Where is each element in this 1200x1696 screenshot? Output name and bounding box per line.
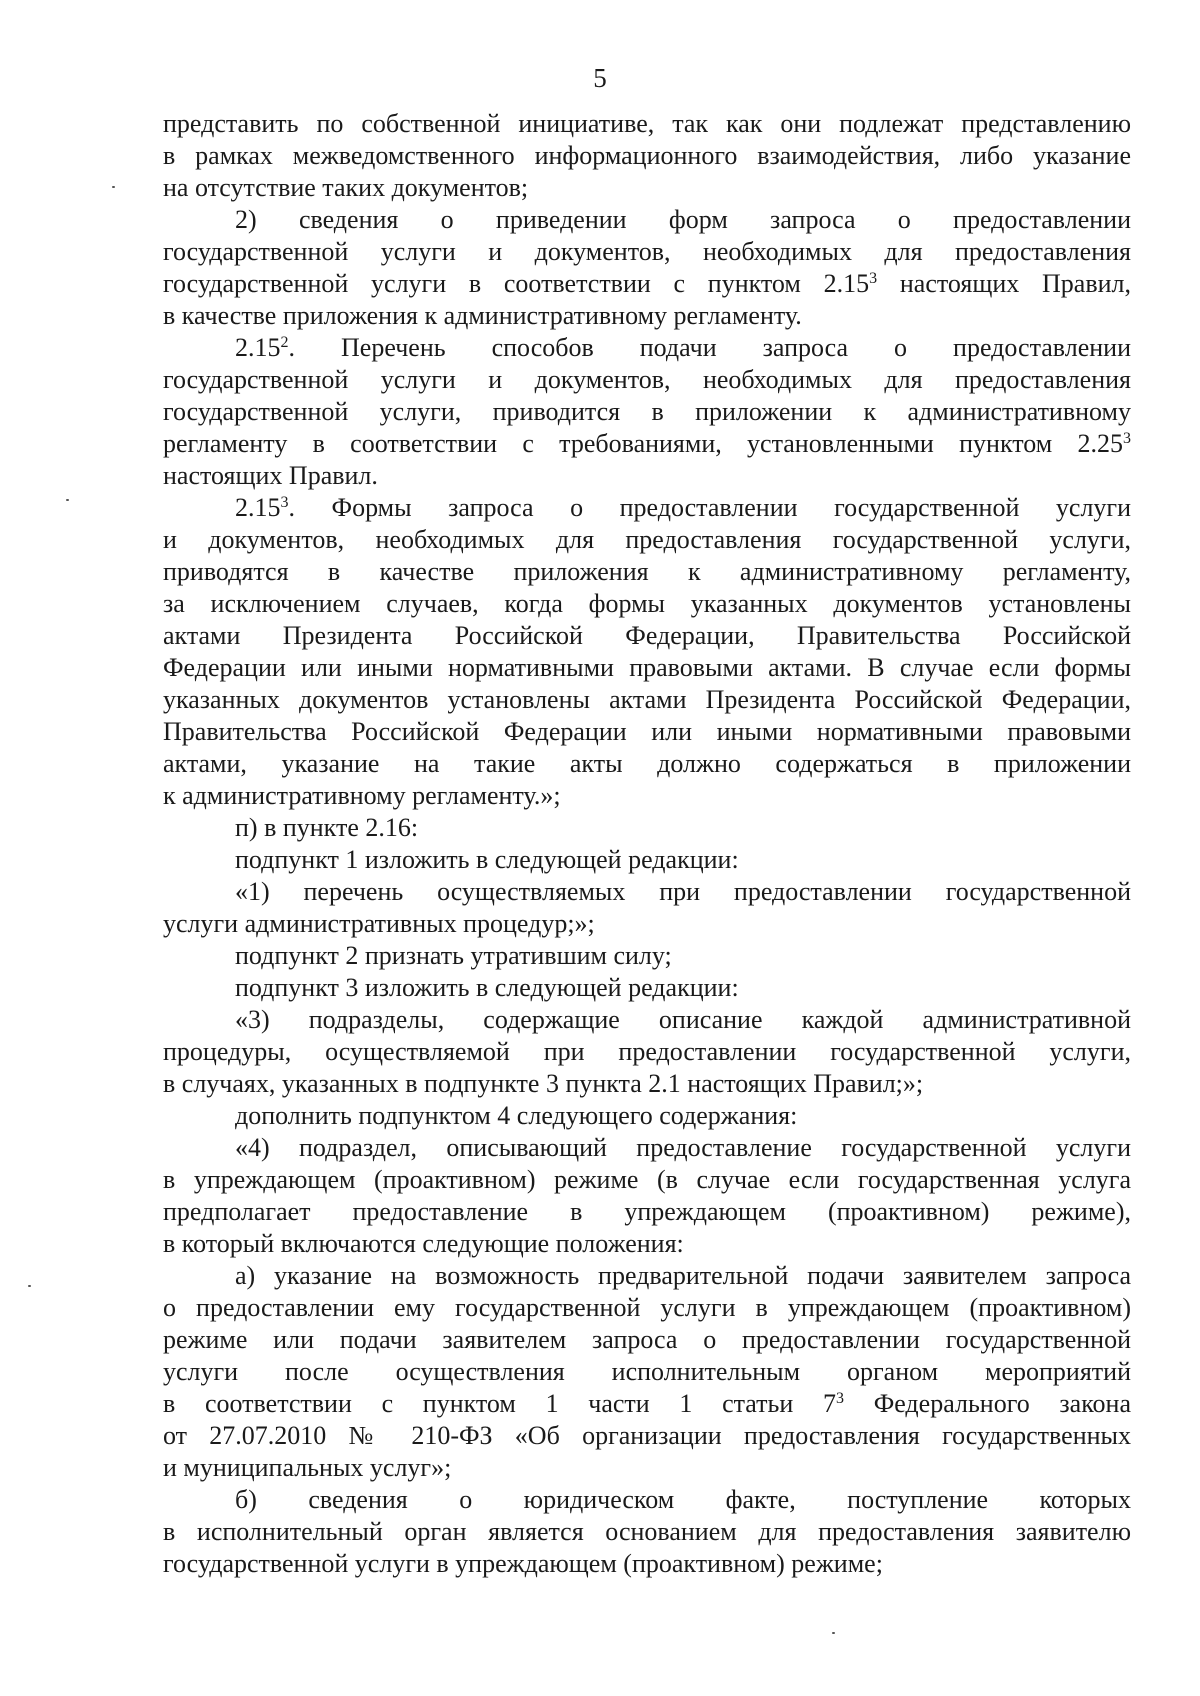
text-line xyxy=(163,844,1131,876)
text-line xyxy=(163,1036,1131,1068)
line-text: о предоставлении ему государственной услуги в упреждающем (проактивном) xyxy=(163,1293,1131,1322)
line-text: в который включаются следующие положения: xyxy=(163,1229,684,1258)
text-line xyxy=(163,1260,1131,1292)
text-line xyxy=(163,684,1131,716)
line-text: 2) сведения о приведении форм запроса о предоставлении xyxy=(235,205,1131,234)
line-text: «4) подраздел, описывающий предоставление государственной услуги xyxy=(235,1133,1131,1162)
superscript: 3 xyxy=(280,494,289,511)
scan-artifact xyxy=(66,499,69,501)
line-text: Правительства Российской Федерации или иными нормативными правовыми xyxy=(163,717,1131,746)
text-line xyxy=(163,1004,1131,1036)
text-line xyxy=(163,524,1131,556)
line-text: регламенту в соответствии с требованиями, установленными пунктом 2.25 xyxy=(163,429,1123,458)
line-text: указанных документов установлены актами Президента Российской Федерации, xyxy=(163,685,1131,714)
text-line xyxy=(163,1132,1131,1164)
line-text: подпункт 3 изложить в следующей редакции: xyxy=(235,973,739,1002)
line-text: актами Президента Российской Федерации, Правительства Российской xyxy=(163,621,1131,650)
line-text: от 27.07.2010 № 210-ФЗ «Об организации предоставления государственных xyxy=(163,1421,1131,1450)
superscript: 3 xyxy=(1123,430,1131,447)
text-line xyxy=(163,364,1131,396)
text-line xyxy=(163,1292,1131,1324)
line-text: в рамках межведомственного информационного взаимодействия, либо указание xyxy=(163,141,1131,170)
line-text-continued: . Перечень способов подачи запроса о предоставлении xyxy=(288,333,1131,362)
line-text: 2.15 xyxy=(235,333,281,362)
line-text-continued: настоящих Правил, xyxy=(877,269,1131,298)
line-text: Федерации или иными нормативными правовыми актами. В случае если формы xyxy=(163,653,1131,682)
line-text: подпункт 1 изложить в следующей редакции: xyxy=(235,845,739,874)
line-text: услуги административных процедур;»; xyxy=(163,909,595,938)
line-text: в соответствии с пунктом 1 части 1 статьи 7 xyxy=(163,1389,836,1418)
line-text: в случаях, указанных в подпункте 3 пункта 2.1 настоящих Правил;»; xyxy=(163,1069,924,1098)
text-line xyxy=(163,1548,1131,1580)
line-text: в упреждающем (проактивном) режиме (в случае если государственная услуга xyxy=(163,1165,1131,1194)
text-line xyxy=(163,492,1131,524)
text-line xyxy=(163,780,1131,812)
text-line xyxy=(163,812,1131,844)
text-line xyxy=(163,1516,1131,1548)
text-line xyxy=(163,236,1131,268)
text-line xyxy=(163,140,1131,172)
line-text: на отсутствие таких документов; xyxy=(163,173,529,202)
text-line xyxy=(163,1324,1131,1356)
line-text: настоящих Правил. xyxy=(163,461,378,490)
line-text: процедуры, осуществляемой при предоставлении государственной услуги, xyxy=(163,1037,1131,1066)
line-text: и муниципальных услуг»; xyxy=(163,1453,452,1482)
line-text: государственной услуги, приводится в приложении к административному xyxy=(163,397,1131,426)
text-line xyxy=(163,1196,1131,1228)
text-line xyxy=(163,300,1131,332)
line-text: к административному регламенту.»; xyxy=(163,781,561,810)
text-line xyxy=(163,172,1131,204)
text-line xyxy=(163,460,1131,492)
text-line xyxy=(163,876,1131,908)
text-line xyxy=(163,1356,1131,1388)
text-line xyxy=(163,396,1131,428)
text-line xyxy=(163,1164,1131,1196)
line-text: приводятся в качестве приложения к административному регламенту, xyxy=(163,557,1131,586)
text-line xyxy=(163,940,1131,972)
text-line xyxy=(163,556,1131,588)
line-text: и документов, необходимых для предоставления государственной услуги, xyxy=(163,525,1131,554)
line-text: государственной услуги в упреждающем (проактивном) режиме; xyxy=(163,1549,883,1578)
scan-artifact xyxy=(112,186,115,188)
line-text: государственной услуги и документов, необходимых для предоставления xyxy=(163,237,1131,266)
line-text-continued: Федерального закона xyxy=(844,1389,1131,1418)
line-text: в исполнительный орган является основанием для предоставления заявителю xyxy=(163,1517,1131,1546)
superscript: 3 xyxy=(836,1390,844,1407)
superscript: 2 xyxy=(280,334,289,351)
line-text: режиме или подачи заявителем запроса о предоставлении государственной xyxy=(163,1325,1131,1354)
line-text-continued: . Формы запроса о предоставлении государственной услуги xyxy=(288,493,1131,522)
document-body xyxy=(163,108,1131,1580)
text-line xyxy=(163,268,1131,300)
text-line xyxy=(163,972,1131,1004)
text-line xyxy=(163,748,1131,780)
text-line xyxy=(163,204,1131,236)
line-text: предполагает предоставление в упреждающем (проактивном) режиме), xyxy=(163,1197,1131,1226)
text-line xyxy=(163,652,1131,684)
scan-artifact xyxy=(832,1632,835,1634)
line-text: в качестве приложения к административному регламенту. xyxy=(163,301,802,330)
line-text: дополнить подпунктом 4 следующего содержания: xyxy=(235,1101,798,1130)
line-text: а) указание на возможность предварительной подачи заявителем запроса xyxy=(235,1261,1131,1290)
text-line xyxy=(163,1420,1131,1452)
text-line xyxy=(163,428,1131,460)
line-text: «3) подразделы, содержащие описание каждой административной xyxy=(235,1005,1131,1034)
line-text: п) в пункте 2.16: xyxy=(235,813,419,842)
text-line xyxy=(163,716,1131,748)
page-number: 5 xyxy=(593,63,607,93)
line-text: за исключением случаев, когда формы указанных документов установлены xyxy=(163,589,1131,618)
line-text: 2.15 xyxy=(235,493,281,522)
text-line xyxy=(163,1100,1131,1132)
text-line xyxy=(163,1484,1131,1516)
line-text: актами, указание на такие акты должно содержаться в приложении xyxy=(163,749,1131,778)
text-line xyxy=(163,1452,1131,1484)
line-text: государственной услуги в соответствии с пунктом 2.15 xyxy=(163,269,870,298)
text-line xyxy=(163,332,1131,364)
text-line xyxy=(163,908,1131,940)
superscript: 3 xyxy=(869,270,878,287)
line-text: услуги после осуществления исполнительным органом мероприятий xyxy=(163,1357,1131,1386)
line-text: государственной услуги и документов, необходимых для предоставления xyxy=(163,365,1131,394)
text-line xyxy=(163,108,1131,140)
text-line xyxy=(163,1388,1131,1420)
text-line xyxy=(163,1228,1131,1260)
line-text: представить по собственной инициативе, так как они подлежат представлению xyxy=(163,109,1131,138)
line-text: б) сведения о юридическом факте, поступление которых xyxy=(235,1485,1131,1514)
text-line xyxy=(163,1068,1131,1100)
text-line xyxy=(163,620,1131,652)
scan-artifact xyxy=(28,1285,31,1287)
line-text: подпункт 2 признать утратившим силу; xyxy=(235,941,672,970)
text-line xyxy=(163,588,1131,620)
line-text: «1) перечень осуществляемых при предоставлении государственной xyxy=(235,877,1131,906)
